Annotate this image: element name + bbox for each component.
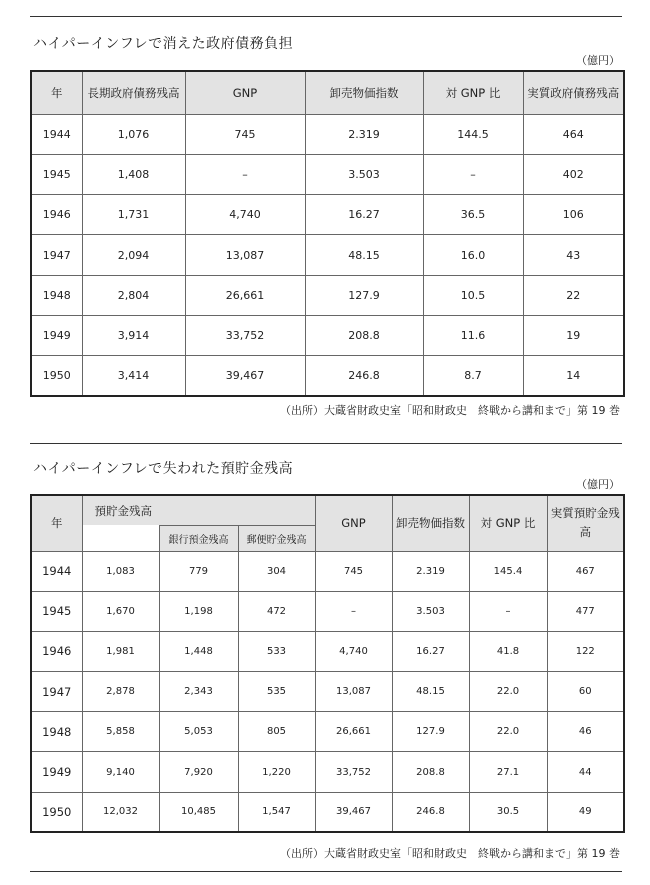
cell-postal-savings: 472 <box>238 591 315 631</box>
table-row <box>31 356 624 396</box>
table-row <box>31 275 624 315</box>
cell-year: 1947 <box>31 672 82 712</box>
cell-bank-deposits: 7,920 <box>159 752 238 792</box>
cell-postal-savings: 805 <box>238 712 315 752</box>
cell-gnp-ratio: 16.0 <box>423 235 523 275</box>
cell-wholesale-price-index: 246.8 <box>305 356 423 396</box>
cell-wholesale-price-index: 208.8 <box>392 752 469 792</box>
cell-gnp: 39,467 <box>315 792 392 832</box>
cell-long-term-debt: 2,804 <box>82 275 185 315</box>
cell-gnp-ratio: 10.5 <box>423 275 523 315</box>
cell-real-savings: 467 <box>547 551 624 591</box>
cell-real-debt: 22 <box>523 275 624 315</box>
table-row <box>31 712 624 752</box>
cell-gnp: 4,740 <box>185 195 305 235</box>
bottom-rule <box>30 871 622 872</box>
cell-wholesale-price-index: 3.503 <box>305 154 423 194</box>
cell-real-savings: 122 <box>547 631 624 671</box>
cell-real-debt: 402 <box>523 154 624 194</box>
table2-header-row <box>31 495 624 525</box>
header-gnp-ratio: 対 GNP 比 <box>469 495 547 551</box>
cell-year: 1950 <box>31 356 82 396</box>
cell-wholesale-price-index: 3.503 <box>392 591 469 631</box>
table-row <box>31 672 624 712</box>
cell-long-term-debt: 1,408 <box>82 154 185 194</box>
cell-gnp: 745 <box>315 551 392 591</box>
subheader-bank-deposits: 銀行預金残高 <box>159 525 238 551</box>
table-row <box>31 591 624 631</box>
cell-long-term-debt: 3,914 <box>82 315 185 355</box>
cell-bank-deposits: 1,198 <box>159 591 238 631</box>
cell-real-debt: 464 <box>523 114 624 154</box>
subheader-blank <box>82 525 159 551</box>
header-gnp: GNP <box>185 71 305 114</box>
table-row <box>31 195 624 235</box>
cell-gnp: 39,467 <box>185 356 305 396</box>
cell-gnp-ratio: – <box>423 154 523 194</box>
subheader-postal-savings: 郵便貯金残高 <box>238 525 315 551</box>
government-debt-table <box>30 70 625 397</box>
cell-real-debt: 14 <box>523 356 624 396</box>
cell-gnp-ratio: 145.4 <box>469 551 547 591</box>
table-row <box>31 752 624 792</box>
cell-long-term-debt: 1,076 <box>82 114 185 154</box>
cell-real-debt: 43 <box>523 235 624 275</box>
table-row <box>31 154 624 194</box>
cell-bank-deposits: 1,448 <box>159 631 238 671</box>
cell-wholesale-price-index: 127.9 <box>392 712 469 752</box>
header-gnp: GNP <box>315 495 392 551</box>
table-row <box>31 792 624 832</box>
cell-long-term-debt: 1,731 <box>82 195 185 235</box>
cell-savings-balance: 1,083 <box>82 551 159 591</box>
cell-gnp-ratio: 41.8 <box>469 631 547 671</box>
cell-gnp-ratio: 30.5 <box>469 792 547 832</box>
cell-year: 1948 <box>31 712 82 752</box>
header-wholesale-price-index: 卸売物価指数 <box>305 71 423 114</box>
cell-wholesale-price-index: 48.15 <box>392 672 469 712</box>
cell-year: 1949 <box>31 752 82 792</box>
cell-bank-deposits: 779 <box>159 551 238 591</box>
cell-year: 1950 <box>31 792 82 832</box>
cell-gnp: 13,087 <box>315 672 392 712</box>
cell-year: 1946 <box>31 631 82 671</box>
cell-long-term-debt: 2,094 <box>82 235 185 275</box>
header-wholesale-price-index: 卸売物価指数 <box>392 495 469 551</box>
middle-rule <box>30 443 622 444</box>
table1-unit: （億円） <box>576 54 620 67</box>
cell-gnp-ratio: 36.5 <box>423 195 523 235</box>
header-year: 年 <box>31 71 82 114</box>
cell-postal-savings: 1,220 <box>238 752 315 792</box>
cell-gnp: 745 <box>185 114 305 154</box>
savings-balance-table <box>30 494 625 833</box>
cell-real-debt: 19 <box>523 315 624 355</box>
cell-gnp: – <box>185 154 305 194</box>
cell-gnp: 26,661 <box>315 712 392 752</box>
cell-wholesale-price-index: 127.9 <box>305 275 423 315</box>
cell-gnp: 26,661 <box>185 275 305 315</box>
cell-real-savings: 60 <box>547 672 624 712</box>
header-year: 年 <box>31 495 82 551</box>
cell-gnp-ratio: 22.0 <box>469 712 547 752</box>
header-real-debt: 実質政府債務残高 <box>523 71 624 114</box>
cell-real-debt: 106 <box>523 195 624 235</box>
cell-gnp: 4,740 <box>315 631 392 671</box>
cell-bank-deposits: 5,053 <box>159 712 238 752</box>
table1-title: ハイパーインフレで消えた政府債務負担 <box>33 36 294 52</box>
cell-year: 1948 <box>31 275 82 315</box>
table-row <box>31 114 624 154</box>
cell-savings-balance: 2,878 <box>82 672 159 712</box>
table1-source: （出所）大蔵省財政史室「昭和財政史 終戦から講和まで」第 19 巻 <box>280 404 620 417</box>
cell-real-savings: 44 <box>547 752 624 792</box>
table2-source: （出所）大蔵省財政史室「昭和財政史 終戦から講和まで」第 19 巻 <box>280 847 620 860</box>
cell-postal-savings: 533 <box>238 631 315 671</box>
cell-wholesale-price-index: 208.8 <box>305 315 423 355</box>
cell-year: 1945 <box>31 154 82 194</box>
cell-year: 1949 <box>31 315 82 355</box>
header-real-savings: 実質預貯金残高 <box>547 495 624 551</box>
header-savings-balance: 預貯金残高 <box>82 495 315 525</box>
cell-gnp: 33,752 <box>315 752 392 792</box>
cell-year: 1944 <box>31 551 82 591</box>
cell-gnp: 13,087 <box>185 235 305 275</box>
cell-wholesale-price-index: 2.319 <box>392 551 469 591</box>
cell-bank-deposits: 2,343 <box>159 672 238 712</box>
cell-savings-balance: 5,858 <box>82 712 159 752</box>
cell-savings-balance: 1,670 <box>82 591 159 631</box>
cell-real-savings: 46 <box>547 712 624 752</box>
table2-title: ハイパーインフレで失われた預貯金残高 <box>33 461 294 477</box>
cell-wholesale-price-index: 48.15 <box>305 235 423 275</box>
cell-savings-balance: 1,981 <box>82 631 159 671</box>
cell-savings-balance: 12,032 <box>82 792 159 832</box>
cell-year: 1944 <box>31 114 82 154</box>
cell-real-savings: 49 <box>547 792 624 832</box>
cell-savings-balance: 9,140 <box>82 752 159 792</box>
cell-gnp: 33,752 <box>185 315 305 355</box>
table-row <box>31 551 624 591</box>
cell-gnp: – <box>315 591 392 631</box>
cell-gnp-ratio: 11.6 <box>423 315 523 355</box>
table-row <box>31 315 624 355</box>
table-row <box>31 235 624 275</box>
cell-wholesale-price-index: 16.27 <box>305 195 423 235</box>
table1-header-row <box>31 71 624 114</box>
cell-wholesale-price-index: 246.8 <box>392 792 469 832</box>
cell-wholesale-price-index: 2.319 <box>305 114 423 154</box>
table2-unit: （億円） <box>576 478 620 491</box>
table-row <box>31 631 624 671</box>
header-long-term-debt: 長期政府債務残高 <box>82 71 185 114</box>
cell-long-term-debt: 3,414 <box>82 356 185 396</box>
cell-gnp-ratio: 27.1 <box>469 752 547 792</box>
cell-gnp-ratio: 144.5 <box>423 114 523 154</box>
cell-year: 1946 <box>31 195 82 235</box>
cell-real-savings: 477 <box>547 591 624 631</box>
cell-gnp-ratio: – <box>469 591 547 631</box>
cell-wholesale-price-index: 16.27 <box>392 631 469 671</box>
cell-year: 1945 <box>31 591 82 631</box>
cell-postal-savings: 1,547 <box>238 792 315 832</box>
cell-year: 1947 <box>31 235 82 275</box>
cell-postal-savings: 535 <box>238 672 315 712</box>
header-gnp-ratio: 対 GNP 比 <box>423 71 523 114</box>
top-rule <box>30 16 622 17</box>
cell-postal-savings: 304 <box>238 551 315 591</box>
cell-bank-deposits: 10,485 <box>159 792 238 832</box>
cell-gnp-ratio: 22.0 <box>469 672 547 712</box>
cell-gnp-ratio: 8.7 <box>423 356 523 396</box>
